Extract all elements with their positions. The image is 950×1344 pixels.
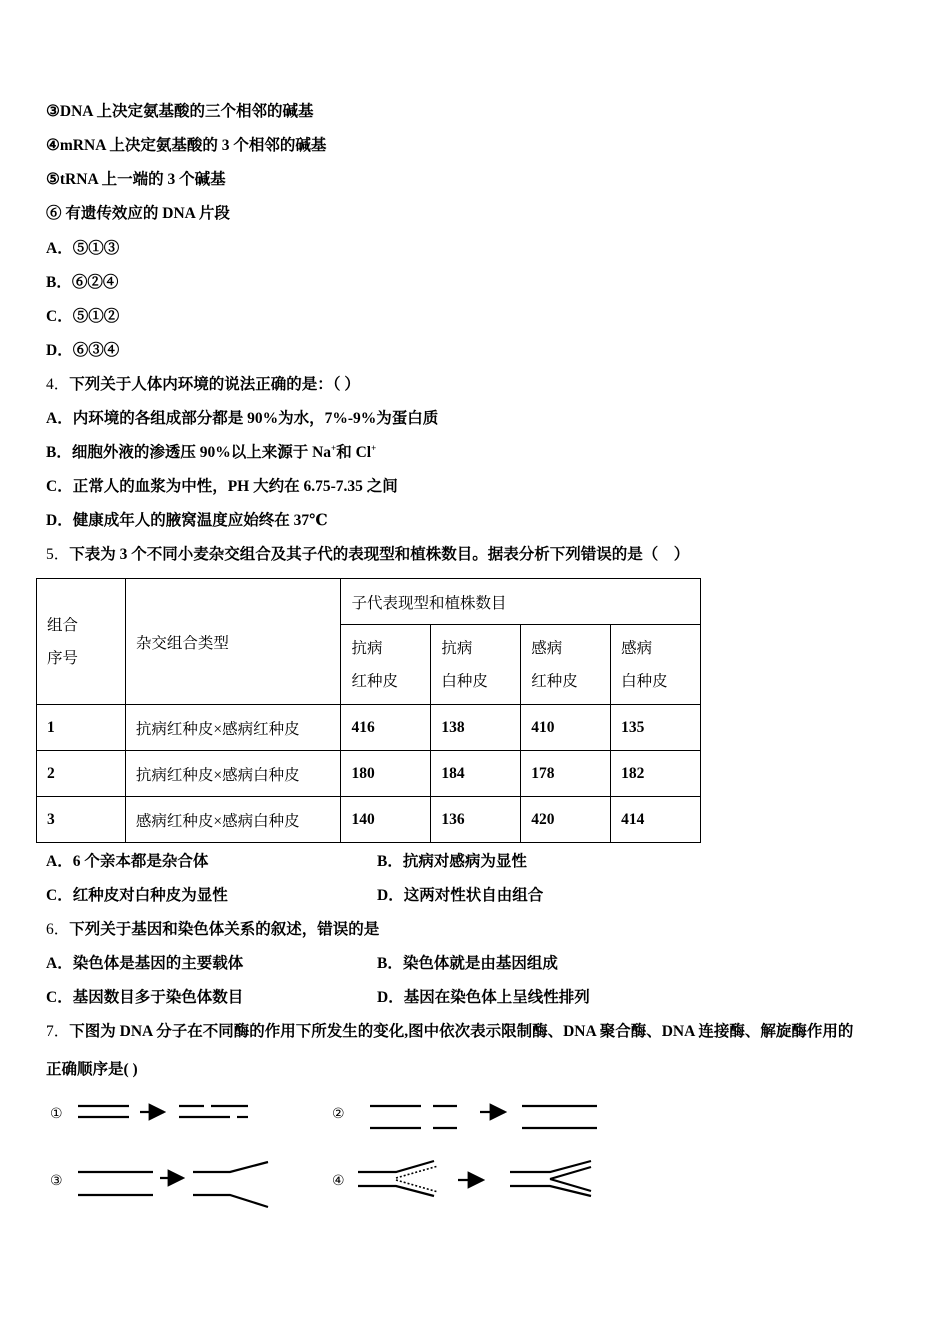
q5-choice-d: D．这两对性状自由组合	[377, 887, 544, 904]
header-group-number-l1: 组合	[47, 616, 79, 634]
q3-option-3: ③DNA 上决定氨基酸的三个相邻的碱基	[46, 103, 314, 120]
q6-stem	[46, 920, 379, 940]
q5-choice-c: C．红种皮对白种皮为显性	[46, 887, 228, 904]
q6-choice-c: C．基因数目多于染色体数目	[46, 989, 244, 1006]
row-value: 420	[521, 797, 611, 843]
row-value: 136	[431, 797, 521, 843]
table-row	[37, 797, 701, 843]
q4-choice-b-prefix: B．细胞外液的渗透压 90%以上来源于 Na	[46, 444, 332, 461]
q4-choice-c: C．正常人的血浆为中性，PH 大约在 6.75-7.35 之间	[46, 478, 398, 495]
q4-choice-b-mid: 和 Cl	[336, 444, 372, 461]
q3-choice-d: D．⑥③④	[46, 342, 120, 359]
q5-choice-a: A．6 个亲本都是杂合体	[46, 853, 209, 870]
header-offspring: 子代表现型和植株数目	[341, 579, 701, 625]
q7-stem-line2: 正确顺序是( )	[46, 1061, 138, 1078]
q4-choice-b-sup1: +	[331, 442, 337, 453]
row-value: 182	[611, 751, 701, 797]
table-row	[37, 751, 701, 797]
q4-number: 4．	[46, 376, 70, 393]
strand	[193, 1195, 268, 1207]
q4-choice-b	[46, 443, 376, 463]
header-group-number	[37, 579, 126, 705]
strand	[193, 1162, 268, 1172]
q3-choice-c: C．⑤①②	[46, 308, 120, 325]
q3-option-5: ⑤tRNA 上一端的 3 个碱基	[46, 171, 226, 188]
q4-choice-b-sup2: +	[371, 442, 377, 453]
new-strand-dotted	[396, 1180, 438, 1192]
q6-choice-a: A．染色体是基因的主要载体	[46, 955, 244, 972]
row-value: 180	[341, 751, 431, 797]
row-value: 414	[611, 797, 701, 843]
row-id: 2	[37, 751, 126, 797]
figure-label-3: ③	[50, 1173, 63, 1189]
q3-option-6: ⑥ 有遗传效应的 DNA 片段	[46, 205, 230, 222]
q5-stem	[46, 545, 689, 565]
row-value: 135	[611, 705, 701, 751]
q7-stem	[46, 1022, 853, 1042]
subheader-1: 抗病 红种皮	[341, 625, 431, 705]
row-type: 抗病红种皮×感病红种皮	[125, 705, 341, 751]
table-row	[37, 705, 701, 751]
row-value: 140	[341, 797, 431, 843]
figure-label-1: ①	[50, 1106, 63, 1122]
header-cross-type: 杂交组合类型	[125, 579, 341, 705]
row-value: 416	[341, 705, 431, 751]
q3-choice-a: A．⑤①③	[46, 240, 120, 257]
q4-stem-text: 下列关于人体内环境的说法正确的是：（ ）	[69, 376, 360, 393]
strand	[358, 1186, 434, 1196]
q5-choice-b: B．抗病对感病为显性	[377, 853, 527, 870]
q6-choice-d: D．基因在染色体上呈线性排列	[377, 989, 590, 1006]
q5-number: 5．	[46, 546, 70, 563]
q4-choice-d: D．健康成年人的腋窝温度应始终在 37℃	[46, 512, 328, 529]
row-id: 1	[37, 705, 126, 751]
new-strand-dotted	[396, 1166, 438, 1178]
q3-choice-b: B．⑥②④	[46, 274, 119, 291]
row-type: 感病红种皮×感病白种皮	[125, 797, 341, 843]
subheader-2: 抗病 白种皮	[431, 625, 521, 705]
q6-stem-text: 下列关于基因和染色体关系的叙述，错误的是	[69, 921, 380, 938]
q7-stem-text: 下图为 DNA 分子在不同酶的作用下所发生的变化,图中依次表示限制酶、DNA 聚合酶、DNA 连接酶、解旋酶作用的	[69, 1023, 854, 1040]
q4-stem	[46, 375, 360, 395]
q6-choice-b: B．染色体就是由基因组成	[377, 955, 558, 972]
q3-option-4: ④mRNA 上决定氨基酸的 3 个相邻的碱基	[46, 137, 327, 154]
q7-number: 7．	[46, 1023, 70, 1040]
strand	[550, 1167, 591, 1179]
q5-table	[36, 578, 701, 843]
strand	[358, 1161, 434, 1172]
dna-enzyme-figure	[40, 1090, 620, 1220]
row-value: 184	[431, 751, 521, 797]
row-id: 3	[37, 797, 126, 843]
q5-stem-text: 下表为 3 个不同小麦杂交组合及其子代的表现型和植株数目。据表分析下列错误的是（ ）	[69, 546, 690, 563]
figure-label-2: ②	[332, 1106, 345, 1122]
q4-choice-a: A．内环境的各组成部分都是 90%为水，7%-9%为蛋白质	[46, 410, 439, 427]
row-value: 138	[431, 705, 521, 751]
subheader-4: 感病 白种皮	[611, 625, 701, 705]
row-value: 178	[521, 751, 611, 797]
subheader-3: 感病 红种皮	[521, 625, 611, 705]
figure-label-4: ④	[332, 1173, 345, 1189]
strand	[550, 1179, 591, 1191]
header-group-number-l2: 序号	[47, 649, 79, 667]
row-value: 410	[521, 705, 611, 751]
q6-number: 6．	[46, 921, 70, 938]
row-type: 抗病红种皮×感病白种皮	[125, 751, 341, 797]
